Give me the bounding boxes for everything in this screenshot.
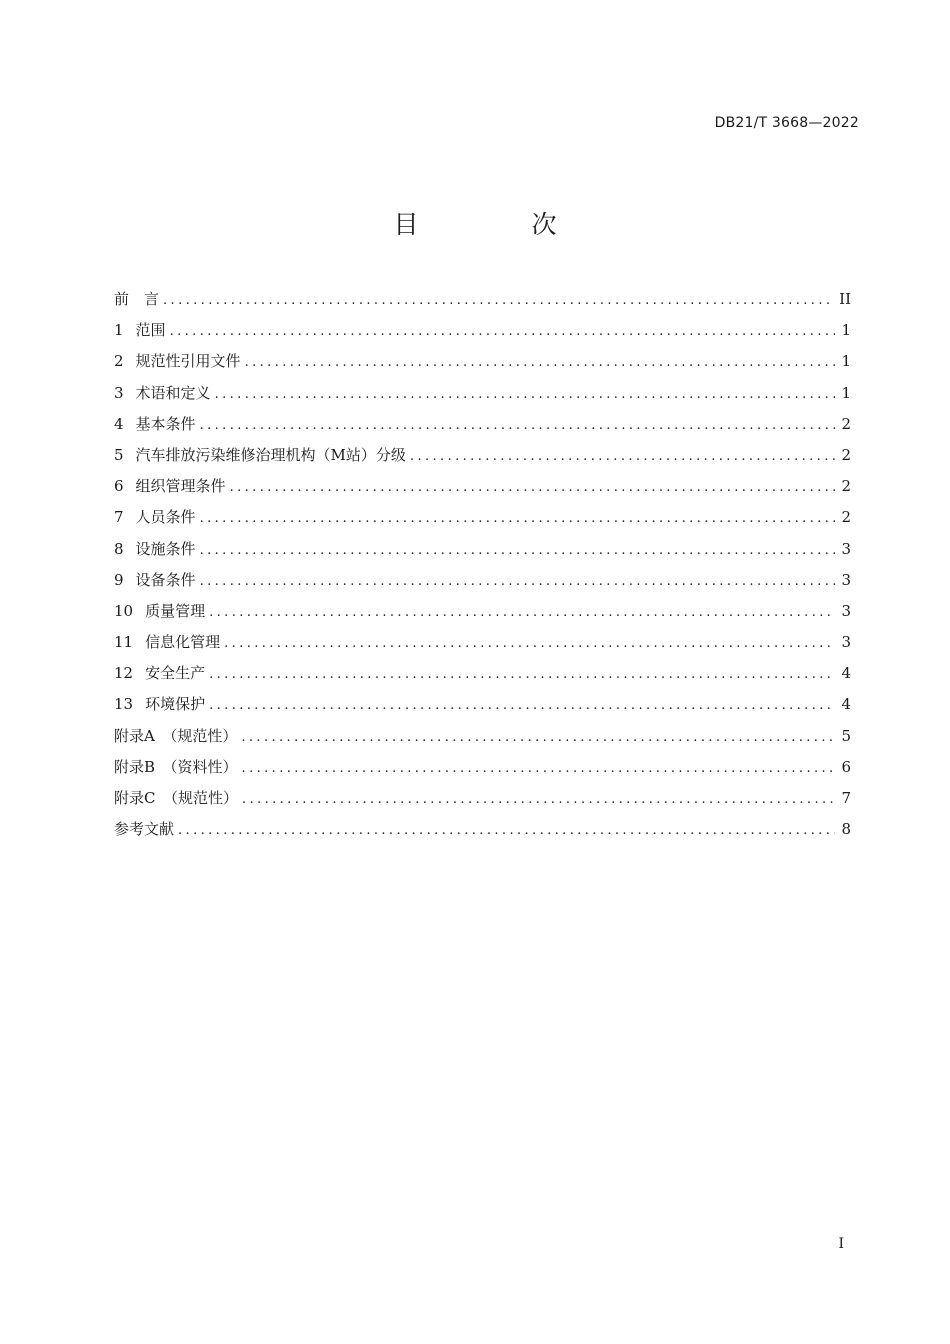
toc-leader-dots — [242, 753, 835, 784]
toc-leader-dots — [215, 379, 835, 410]
toc-entry-number: 11 — [114, 633, 134, 652]
toc-entry-page: 3 — [841, 539, 851, 558]
toc-leader-dots — [170, 316, 835, 347]
toc-entry-appendix-a[interactable] — [114, 721, 851, 752]
toc-entry-page: 6 — [841, 757, 851, 776]
toc-entry-label: 环境保护 — [145, 695, 206, 714]
toc-leader-dots — [209, 597, 835, 628]
toc-entry-number: 2 — [114, 352, 124, 371]
toc-entry-information-management[interactable] — [114, 627, 851, 658]
toc-entry-number: 5 — [114, 445, 124, 464]
toc-leader-dots — [200, 503, 835, 534]
toc-entry-label: 基本条件 — [135, 414, 196, 433]
toc-entry-bibliography[interactable] — [114, 814, 851, 845]
toc-entry-number: 4 — [114, 414, 124, 433]
toc-leader-dots — [241, 722, 835, 753]
toc-entry-page: 3 — [841, 601, 851, 620]
toc-entry-label: 附录A （规范性） — [114, 726, 238, 745]
toc-entry-page: 2 — [841, 414, 851, 433]
toc-entry-normative-references[interactable] — [114, 346, 851, 377]
toc-entry-page: 8 — [841, 820, 851, 839]
toc-entry-personnel[interactable] — [114, 502, 851, 533]
toc-leader-dots — [410, 441, 835, 472]
toc-leader-dots — [209, 690, 835, 721]
toc-entry-label: 附录B （资料性） — [114, 757, 238, 776]
toc-entry-terms-definitions[interactable] — [114, 378, 851, 409]
toc-entry-number: 8 — [114, 539, 124, 558]
toc-entry-number: 6 — [114, 477, 124, 496]
toc-entry-facilities[interactable] — [114, 534, 851, 565]
toc-entry-label: 参考文献 — [114, 820, 175, 839]
toc-entry-label: 组织管理条件 — [135, 477, 226, 496]
toc-entry-page: 4 — [841, 664, 851, 683]
toc-entry-page: II — [839, 290, 851, 308]
toc-entry-label: 安全生产 — [145, 664, 206, 683]
toc-leader-dots — [178, 815, 835, 846]
toc-entry-page: 2 — [841, 477, 851, 496]
toc-leader-dots — [245, 347, 835, 378]
toc-entry-label: 设施条件 — [135, 539, 196, 558]
toc-entry-number: 12 — [114, 664, 134, 683]
document-code: DB21/T 3668—2022 — [714, 115, 859, 131]
toc-entry-equipment[interactable] — [114, 565, 851, 596]
toc-leader-dots — [209, 659, 835, 690]
toc-entry-organization-management[interactable] — [114, 471, 851, 502]
toc-entry-number: 7 — [114, 508, 124, 527]
toc-entry-page: 2 — [841, 445, 851, 464]
toc-entry-label: 质量管理 — [145, 601, 206, 620]
toc-entry-page: 4 — [841, 695, 851, 714]
toc-entry-basic-conditions[interactable] — [114, 409, 851, 440]
toc-leader-dots — [200, 535, 835, 566]
toc-leader-dots — [224, 628, 835, 659]
toc-entry-label: 汽车排放污染维修治理机构（M站）分级 — [135, 445, 406, 464]
toc-entry-label: 范围 — [135, 321, 166, 340]
toc-list — [114, 284, 851, 845]
toc-entry-appendix-c[interactable] — [114, 783, 851, 814]
toc-leader-dots — [200, 566, 835, 597]
toc-entry-number: 13 — [114, 695, 134, 714]
toc-entry-safety-production[interactable] — [114, 658, 851, 689]
toc-entry-page: 3 — [841, 633, 851, 652]
toc-entry-number: 10 — [114, 601, 134, 620]
toc-entry-label: 设备条件 — [135, 570, 196, 589]
toc-entry-foreword[interactable] — [114, 284, 851, 315]
toc-entry-page: 3 — [841, 570, 851, 589]
toc-entry-environmental-protection[interactable] — [114, 689, 851, 720]
toc-entry-label: 术语和定义 — [135, 383, 211, 402]
toc-entry-number: 1 — [114, 321, 124, 340]
toc-entry-page: 1 — [841, 321, 851, 340]
toc-leader-dots — [242, 784, 835, 815]
toc-entry-number: 3 — [114, 383, 124, 402]
toc-entry-m-station-grading[interactable] — [114, 440, 851, 471]
toc-leader-dots — [200, 410, 835, 441]
toc-entry-number: 9 — [114, 570, 124, 589]
toc-entry-label: 人员条件 — [135, 508, 196, 527]
toc-entry-page: 1 — [841, 383, 851, 402]
toc-entry-page: 2 — [841, 508, 851, 527]
toc-entry-page: 7 — [841, 789, 851, 807]
toc-entry-label: 信息化管理 — [145, 633, 221, 652]
toc-entry-appendix-b[interactable] — [114, 752, 851, 783]
toc-entry-page: 5 — [841, 726, 851, 745]
toc-leader-dots — [163, 285, 833, 316]
toc-entry-page: 1 — [841, 352, 851, 371]
toc-entry-quality-management[interactable] — [114, 596, 851, 627]
toc-entry-label: 附录C （规范性） — [114, 789, 238, 807]
page-number: I — [838, 1236, 844, 1252]
toc-leader-dots — [230, 472, 835, 503]
toc-entry-label: 规范性引用文件 — [135, 352, 241, 371]
toc-entry-label: 前 言 — [114, 290, 160, 308]
toc-entry-scope[interactable] — [114, 315, 851, 346]
toc-title: 目 次 — [393, 210, 601, 239]
